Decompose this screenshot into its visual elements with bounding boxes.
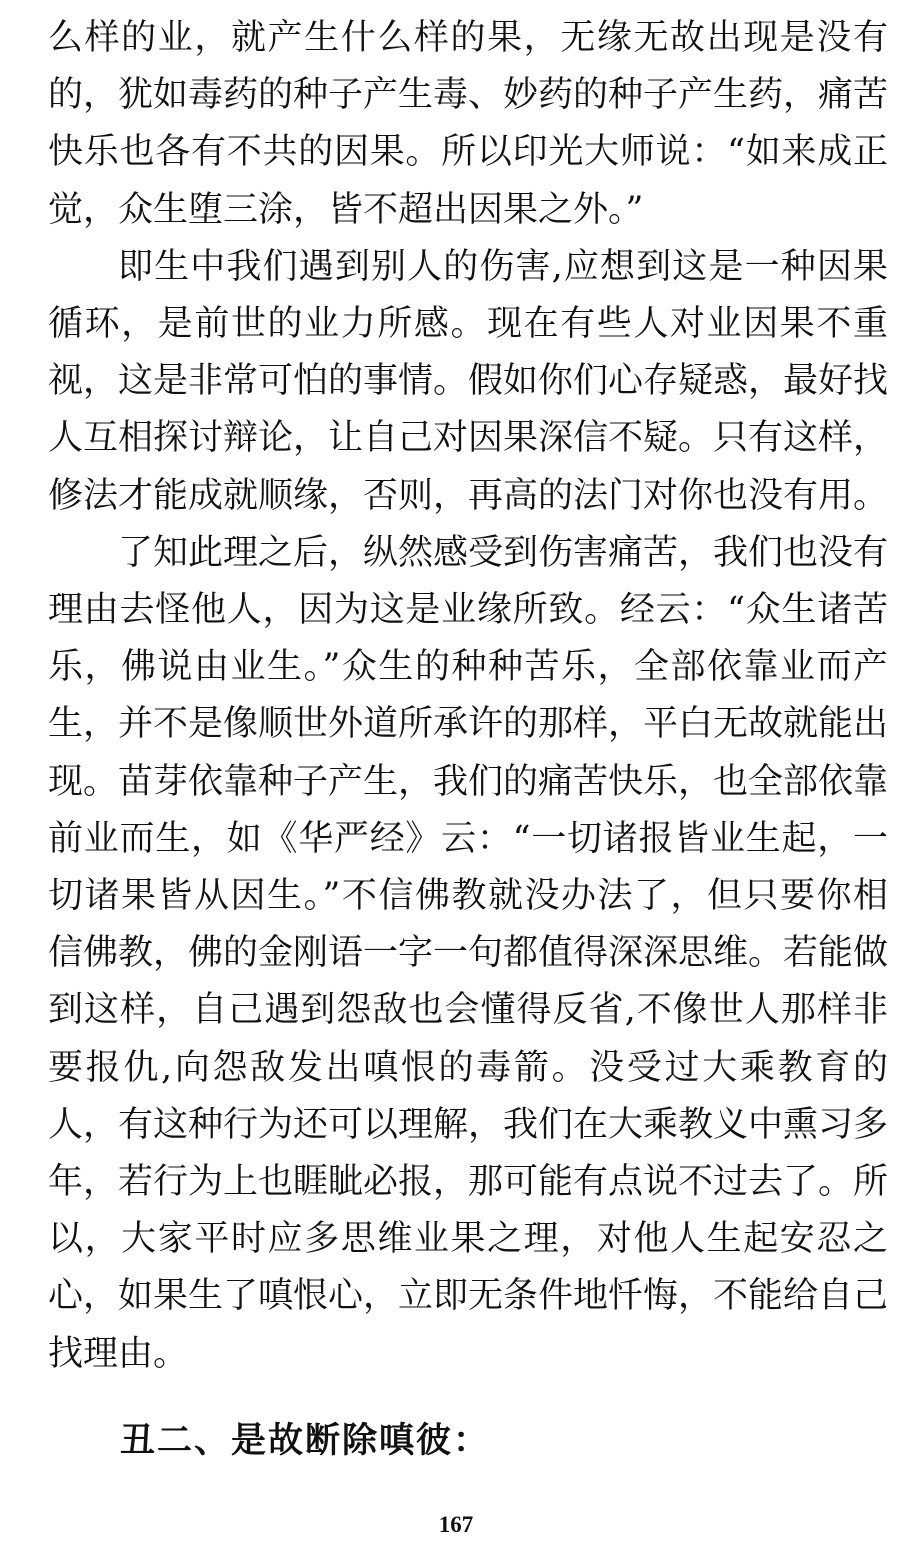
- page-number: 167: [438, 1512, 474, 1537]
- paragraph-1: 么样的业，就产生什么样的果，无缘无故出现是没有的，犹如毒药的种子产生毒、妙药的种子产生药，痛苦快乐也各有不共的因果。所以印光大师说：“如来成正觉，众生堕三涂，皆不超出因果之外。”: [48, 18, 889, 230]
- paragraph-2: 即生中我们遇到别人的伤害,应想到这是一种因果循环，是前世的业力所感。现在有些人对业因果不重视，这是非常可怕的事情。假如你们心存疑惑，最好找人互相探讨辩论，让自己对因果深信不疑。只有这样，修法才能成就顺缘，否则，再高的法门对你也没有用。: [48, 246, 889, 516]
- paragraph-3: 了知此理之后，纵然感受到伤害痛苦，我们也没有理由去怪他人，因为这是业缘所致。经云：“众生诸苦乐，佛说由业生。”众生的种种苦乐，全部依靠业而产生，并不是像顺世外道所承许的那样，平白无故就能出现。苗芽依靠种子产生，我们的痛苦快乐，也全部依靠前业而生，如《华严经》云：“一切诸报皆业生起，一切诸果皆从因生。”不信佛教就没办法了，但只要你相信佛教，佛的金刚语一字一句都值得深深思维。若能做到这样，自己遇到怨敌也会懂得反省,不像世人那样非要报仇,向怨敌发出嗔恨的毒箭。没受过大乘教育的人，有这种行为还可以理解，我们在大乘教义中熏习多年，若行为上也睚眦必报，那可能有点说不过去了。所以，大家平时应多思维业果之理，对他人生起安忍之心，如果生了嗔恨心，立即无条件地忏悔，不能给自己找理由。: [48, 532, 889, 1374]
- body-text: [48, 10, 888, 1383]
- section-heading: 丑二、是故断除嗔彼：: [120, 1420, 491, 1461]
